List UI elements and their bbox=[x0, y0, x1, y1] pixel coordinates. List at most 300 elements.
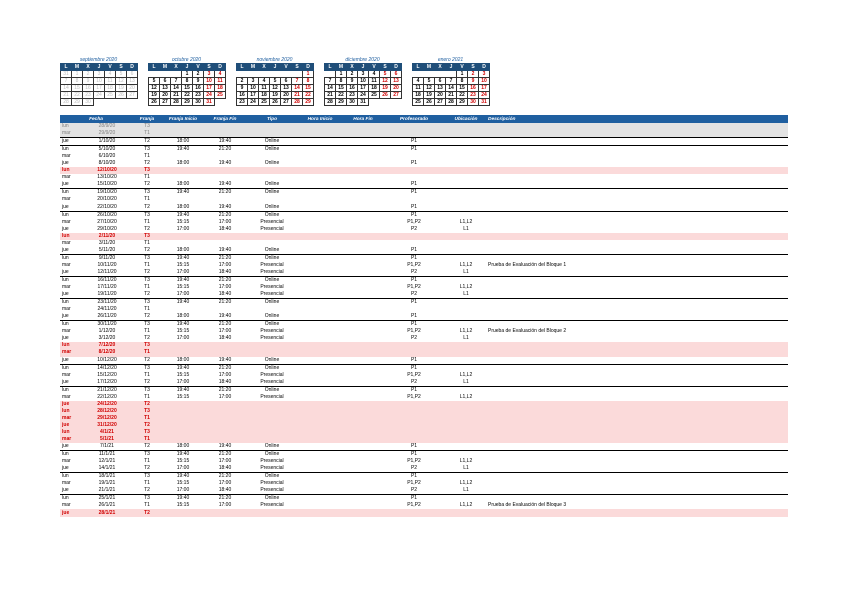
calendar-day: 19 bbox=[116, 85, 127, 92]
table-cell: 3/11/20 bbox=[98, 239, 116, 246]
table-cell bbox=[488, 291, 788, 299]
table-cell: mar bbox=[60, 415, 82, 422]
table-cell: mar bbox=[62, 306, 71, 313]
table-cell bbox=[298, 160, 342, 167]
table-cell: Presencial bbox=[260, 291, 284, 298]
calendar-day: 9 bbox=[468, 78, 479, 85]
table-cell: T1 bbox=[144, 174, 150, 181]
mini-calendar bbox=[148, 57, 225, 106]
calendar-day: 31 bbox=[204, 99, 215, 106]
table-cell bbox=[444, 321, 488, 329]
table-cell: 12/10/20 bbox=[82, 167, 132, 174]
calendar-day: 13 bbox=[391, 78, 402, 85]
table-row bbox=[60, 153, 788, 160]
table-cell: Presencial bbox=[260, 284, 284, 291]
table-cell: T3 bbox=[132, 495, 162, 503]
calendar-day: 7 bbox=[446, 78, 457, 85]
table-cell: Presencial bbox=[260, 218, 284, 225]
table-cell bbox=[342, 160, 384, 167]
table-cell bbox=[444, 276, 488, 284]
table-cell: 19:40 bbox=[162, 299, 204, 307]
table-cell: 15:15 bbox=[176, 480, 190, 487]
table-cell bbox=[444, 233, 488, 240]
table-cell: 24/11/20 bbox=[97, 306, 117, 313]
table-cell bbox=[298, 181, 342, 189]
table-cell bbox=[298, 306, 342, 313]
table-row bbox=[60, 130, 788, 138]
table-cell bbox=[444, 299, 488, 307]
table-cell: mar bbox=[62, 371, 71, 378]
table-cell bbox=[444, 495, 488, 503]
calendar-day: 18 bbox=[215, 85, 226, 92]
table-cell: mar bbox=[62, 174, 71, 181]
table-cell bbox=[488, 138, 788, 146]
calendar-day: 16 bbox=[468, 85, 479, 92]
table-cell: 19:40 bbox=[218, 160, 232, 167]
calendar-day: 27 bbox=[391, 92, 402, 99]
table-cell: T2 bbox=[144, 443, 150, 450]
table-cell: 19:40 bbox=[204, 138, 246, 146]
calendar-day bbox=[435, 71, 446, 78]
calendar-day: 21 bbox=[61, 92, 72, 99]
calendar-day: 20 bbox=[281, 92, 292, 99]
calendar-day: 15 bbox=[182, 85, 193, 92]
table-cell: mar bbox=[60, 130, 82, 138]
table-cell: T2 bbox=[144, 225, 150, 232]
table-cell bbox=[342, 422, 384, 429]
table-cell: P1,P2 bbox=[407, 458, 421, 465]
calendar-day: 6 bbox=[435, 78, 446, 85]
table-cell: 17:00 bbox=[218, 284, 232, 291]
table-cell: mar bbox=[62, 284, 71, 291]
calendar-day: 11 bbox=[215, 78, 226, 85]
table-cell: 21:20 bbox=[204, 495, 246, 503]
table-row bbox=[60, 436, 788, 443]
table-cell: 22/12/20 bbox=[97, 393, 117, 400]
table-cell: T3 bbox=[132, 321, 162, 329]
table-cell: T3 bbox=[132, 408, 162, 415]
table-cell bbox=[204, 167, 246, 174]
calendar-day bbox=[391, 99, 402, 106]
table-cell bbox=[342, 123, 384, 130]
table-cell bbox=[298, 189, 342, 197]
table-cell: 18/1/21 bbox=[82, 473, 132, 481]
table-cell: Online bbox=[246, 364, 298, 372]
weekday-header: J bbox=[94, 64, 105, 71]
table-cell: 17:00 bbox=[218, 502, 232, 509]
table-cell bbox=[246, 123, 298, 130]
table-row bbox=[60, 240, 788, 247]
table-cell bbox=[298, 130, 342, 138]
table-row bbox=[60, 306, 788, 313]
table-cell bbox=[342, 284, 384, 291]
weekday-header: D bbox=[127, 64, 138, 71]
table-cell bbox=[488, 167, 788, 174]
table-cell: 15:15 bbox=[176, 218, 190, 225]
calendar-day: 22 bbox=[182, 92, 193, 99]
table-cell bbox=[204, 429, 246, 436]
table-cell bbox=[298, 401, 342, 408]
table-cell bbox=[342, 247, 384, 255]
table-cell: 21:20 bbox=[204, 146, 246, 154]
calendar-day: 12 bbox=[116, 78, 127, 85]
calendar-day: 7 bbox=[325, 78, 336, 85]
table-cell: 17:00 bbox=[218, 261, 232, 268]
weekday-header: S bbox=[468, 64, 479, 71]
table-cell: 29/12/20 bbox=[82, 415, 132, 422]
table-row bbox=[60, 160, 788, 167]
calendar-day: 13 bbox=[435, 85, 446, 92]
table-cell: 26/10/20 bbox=[82, 211, 132, 219]
calendar-title: noviembre 2020 bbox=[256, 57, 293, 63]
table-cell bbox=[444, 408, 488, 415]
table-cell: T1 bbox=[132, 436, 162, 443]
calendar-day: 6 bbox=[391, 71, 402, 78]
table-cell: P2 bbox=[410, 335, 418, 342]
weekday-header: X bbox=[347, 64, 358, 71]
table-cell: Online bbox=[246, 386, 298, 394]
table-cell bbox=[298, 429, 342, 436]
calendar-day: 17 bbox=[94, 85, 105, 92]
calendar-day: 14 bbox=[446, 85, 457, 92]
table-cell: 17:00 bbox=[218, 328, 232, 335]
table-cell: mar bbox=[62, 261, 71, 268]
table-cell: 19:40 bbox=[162, 495, 204, 503]
table-cell: T3 bbox=[132, 429, 162, 436]
table-row bbox=[60, 219, 788, 226]
table-cell: P2 bbox=[410, 225, 418, 232]
calendar-day: 10 bbox=[479, 78, 490, 85]
table-cell: jue bbox=[60, 509, 82, 516]
calendar-day: 3 bbox=[479, 71, 490, 78]
calendar-day bbox=[369, 99, 380, 106]
calendar-day: 8 bbox=[72, 78, 83, 85]
table-cell bbox=[488, 357, 788, 365]
table-cell bbox=[298, 291, 342, 299]
calendar-day: 14 bbox=[61, 85, 72, 92]
table-cell bbox=[444, 146, 488, 154]
table-cell bbox=[162, 196, 204, 203]
table-cell bbox=[204, 408, 246, 415]
table-cell: jue bbox=[62, 291, 69, 298]
calendar-day: 15 bbox=[336, 85, 347, 92]
calendar-title: diciembre 2020 bbox=[345, 57, 380, 63]
table-cell bbox=[488, 189, 788, 197]
table-cell: jue bbox=[62, 225, 69, 232]
table-cell bbox=[246, 196, 298, 203]
table-cell: 23/11/20 bbox=[82, 299, 132, 307]
table-cell: Online bbox=[264, 203, 280, 210]
table-row bbox=[60, 509, 788, 516]
table-cell bbox=[444, 451, 488, 459]
table-cell: mar bbox=[62, 458, 71, 465]
table-row bbox=[60, 465, 788, 473]
table-cell bbox=[444, 473, 488, 481]
table-cell: T3 bbox=[132, 473, 162, 481]
table-cell: T1 bbox=[144, 371, 150, 378]
table-cell bbox=[204, 130, 246, 138]
table-cell: 17:00 bbox=[218, 371, 232, 378]
table-row bbox=[60, 422, 788, 429]
table-cell: 10/12/20 bbox=[97, 356, 117, 363]
calendar-day: 29 bbox=[303, 99, 314, 106]
table-cell: T3 bbox=[132, 233, 162, 240]
table-cell: 18:00 bbox=[176, 356, 190, 363]
table-cell: Online bbox=[246, 321, 298, 329]
table-cell bbox=[342, 451, 384, 459]
table-cell bbox=[444, 167, 488, 174]
table-cell: lun bbox=[60, 233, 82, 240]
table-cell: Online bbox=[246, 254, 298, 262]
table-cell: jue bbox=[62, 181, 69, 188]
table-cell: lun bbox=[60, 473, 82, 481]
table-cell bbox=[298, 451, 342, 459]
table-cell: 18:00 bbox=[176, 246, 190, 253]
table-cell: 21:20 bbox=[204, 299, 246, 307]
calendar-day: 23 bbox=[468, 92, 479, 99]
mini-calendar bbox=[60, 57, 137, 106]
table-cell: Presencial bbox=[260, 465, 284, 472]
table-cell: P2 bbox=[410, 291, 418, 298]
col-header-hora-inicio: Hora Inicio bbox=[298, 115, 342, 123]
table-row bbox=[60, 408, 788, 415]
col-header-hora-fin: Hora Fin bbox=[342, 115, 384, 123]
table-cell bbox=[342, 254, 384, 262]
table-cell bbox=[162, 429, 204, 436]
col-header-tipo: Tipo bbox=[246, 115, 298, 123]
table-cell: 8/12/20 bbox=[82, 349, 132, 356]
table-cell bbox=[162, 401, 204, 408]
table-cell: P1,P2 bbox=[407, 328, 421, 335]
col-header-ubicacion: Ubicación bbox=[444, 115, 488, 123]
weekday-header: X bbox=[259, 64, 270, 71]
table-cell: jue bbox=[62, 356, 69, 363]
table-cell bbox=[488, 233, 788, 240]
table-cell bbox=[162, 130, 204, 138]
table-cell: Online bbox=[246, 189, 298, 197]
table-cell: L1,L2 bbox=[459, 218, 473, 225]
table-cell bbox=[488, 394, 788, 401]
table-cell bbox=[384, 429, 444, 436]
weekday-header: D bbox=[391, 64, 402, 71]
table-cell: 13/10/20 bbox=[97, 174, 117, 181]
table-cell bbox=[298, 495, 342, 503]
table-cell: Presencial bbox=[260, 261, 284, 268]
mini-calendar bbox=[412, 57, 489, 106]
table-cell: lun bbox=[60, 364, 82, 372]
table-cell: 28/1/21 bbox=[82, 509, 132, 516]
calendar-day: 20 bbox=[160, 92, 171, 99]
calendar-day: 24 bbox=[248, 99, 259, 106]
table-cell bbox=[204, 174, 246, 181]
weekday-header: J bbox=[182, 64, 193, 71]
table-cell bbox=[246, 401, 298, 408]
table-cell bbox=[488, 196, 788, 203]
calendar-day: 1 bbox=[72, 71, 83, 78]
table-cell bbox=[384, 167, 444, 174]
calendar-day: 26 bbox=[424, 99, 435, 106]
table-cell bbox=[246, 408, 298, 415]
table-cell bbox=[246, 306, 298, 313]
table-cell bbox=[162, 233, 204, 240]
table-cell: L1 bbox=[463, 335, 469, 342]
calendar-day: 11 bbox=[259, 85, 270, 92]
table-cell: jue bbox=[62, 335, 69, 342]
table-cell: 21:20 bbox=[204, 386, 246, 394]
calendar-day: 14 bbox=[171, 85, 182, 92]
calendar-day: 22 bbox=[336, 92, 347, 99]
table-cell bbox=[444, 123, 488, 130]
table-cell: 22/10/20 bbox=[97, 203, 117, 210]
table-cell: jue bbox=[62, 378, 69, 385]
table-cell bbox=[298, 196, 342, 203]
table-row bbox=[60, 443, 788, 451]
calendar-day: 2 bbox=[83, 71, 94, 78]
table-cell bbox=[342, 408, 384, 415]
table-row bbox=[60, 181, 788, 189]
calendar-day: 20 bbox=[391, 85, 402, 92]
weekday-header: L bbox=[325, 64, 336, 71]
table-cell: Online bbox=[246, 211, 298, 219]
table-cell bbox=[342, 335, 384, 342]
calendar-day: 18 bbox=[413, 92, 424, 99]
table-cell: 15:15 bbox=[176, 393, 190, 400]
table-cell bbox=[298, 219, 342, 226]
table-cell: 15:15 bbox=[176, 261, 190, 268]
table-cell: jue bbox=[62, 160, 69, 167]
table-cell: lun bbox=[60, 495, 82, 503]
table-cell: jue bbox=[60, 138, 82, 146]
table-cell bbox=[488, 401, 788, 408]
calendar-day: 14 bbox=[292, 85, 303, 92]
table-cell: T1 bbox=[144, 218, 150, 225]
calendar-day bbox=[270, 71, 281, 78]
table-cell: 18:40 bbox=[218, 225, 232, 232]
table-cell bbox=[444, 349, 488, 356]
table-cell: Prueba de Evaluación del Bloque 1 bbox=[488, 261, 567, 268]
table-cell: 15:15 bbox=[176, 371, 190, 378]
calendar-day: 16 bbox=[347, 85, 358, 92]
table-cell: T3 bbox=[132, 386, 162, 394]
table-cell bbox=[162, 123, 204, 130]
table-cell bbox=[298, 357, 342, 365]
table-cell: 18:40 bbox=[218, 268, 232, 275]
table-row bbox=[60, 189, 788, 197]
table-cell: Online bbox=[246, 495, 298, 503]
calendar-day: 24 bbox=[94, 92, 105, 99]
weekday-header: M bbox=[336, 64, 347, 71]
calendar-day: 16 bbox=[237, 92, 248, 99]
table-cell: 18:40 bbox=[218, 465, 232, 472]
table-cell bbox=[444, 401, 488, 408]
table-cell: lun bbox=[60, 167, 82, 174]
table-cell: P1,P2 bbox=[407, 218, 421, 225]
table-cell: Presencial bbox=[260, 378, 284, 385]
weekday-header: V bbox=[369, 64, 380, 71]
weekday-header: X bbox=[435, 64, 446, 71]
calendar-day: 21 bbox=[292, 92, 303, 99]
table-cell: 29/9/20 bbox=[82, 130, 132, 138]
table-cell bbox=[384, 130, 444, 138]
calendar-day: 21 bbox=[446, 92, 457, 99]
table-cell: T3 bbox=[132, 451, 162, 459]
table-cell bbox=[204, 342, 246, 349]
table-cell bbox=[298, 509, 342, 516]
calendar-day: 22 bbox=[457, 92, 468, 99]
table-cell bbox=[444, 181, 488, 189]
calendar-day bbox=[215, 99, 226, 106]
table-row bbox=[60, 364, 788, 372]
calendar-day: 4 bbox=[369, 71, 380, 78]
table-cell: 15:15 bbox=[176, 502, 190, 509]
table-row bbox=[60, 138, 788, 146]
table-cell bbox=[246, 429, 298, 436]
table-cell bbox=[298, 364, 342, 372]
table-cell bbox=[342, 372, 384, 379]
table-cell: 26/1/21 bbox=[98, 502, 116, 509]
schedule-table bbox=[60, 115, 788, 517]
table-cell bbox=[204, 196, 246, 203]
calendar-day: 1 bbox=[336, 71, 347, 78]
table-cell: L1,L2 bbox=[459, 393, 473, 400]
calendar-day: 15 bbox=[303, 85, 314, 92]
table-cell bbox=[488, 313, 788, 321]
calendar-day: 13 bbox=[127, 78, 138, 85]
table-cell: P1,P2 bbox=[407, 261, 421, 268]
table-cell bbox=[298, 247, 342, 255]
table-cell: P1 bbox=[410, 356, 418, 363]
table-cell: 19:40 bbox=[162, 276, 204, 284]
calendar-day: 25 bbox=[259, 99, 270, 106]
calendar-day: 31 bbox=[479, 99, 490, 106]
col-header-descripcion: Descripción bbox=[488, 115, 788, 123]
table-cell bbox=[162, 408, 204, 415]
table-cell: 19:40 bbox=[162, 364, 204, 372]
calendar-day bbox=[325, 71, 336, 78]
table-cell: mar bbox=[62, 239, 71, 246]
table-cell: P2 bbox=[410, 268, 418, 275]
table-cell bbox=[342, 276, 384, 284]
table-cell: 17:00 bbox=[176, 291, 190, 298]
table-cell bbox=[162, 240, 204, 247]
calendar-day: 15 bbox=[457, 85, 468, 92]
calendar-day: 11 bbox=[413, 85, 424, 92]
table-cell bbox=[384, 240, 444, 247]
calendar-day: 12 bbox=[380, 78, 391, 85]
table-cell: P2 bbox=[410, 487, 418, 494]
table-cell bbox=[444, 342, 488, 349]
table-cell bbox=[444, 247, 488, 255]
calendar-day: 26 bbox=[270, 99, 281, 106]
table-row bbox=[60, 394, 788, 401]
table-cell: lun bbox=[60, 451, 82, 459]
table-row bbox=[60, 487, 788, 495]
table-cell: 16/11/20 bbox=[82, 276, 132, 284]
table-cell: P1 bbox=[410, 246, 418, 253]
table-cell bbox=[298, 240, 342, 247]
table-cell: 18:00 bbox=[162, 138, 204, 146]
table-cell: 5/10/20 bbox=[82, 146, 132, 154]
table-cell: Presencial bbox=[260, 458, 284, 465]
table-cell bbox=[342, 181, 384, 189]
table-cell: 17:00 bbox=[218, 393, 232, 400]
table-cell: 5/11/20 bbox=[98, 246, 116, 253]
table-cell bbox=[298, 394, 342, 401]
table-cell: T3 bbox=[132, 342, 162, 349]
table-cell: L1,L2 bbox=[459, 371, 473, 378]
table-cell bbox=[342, 342, 384, 349]
table-cell bbox=[488, 247, 788, 255]
